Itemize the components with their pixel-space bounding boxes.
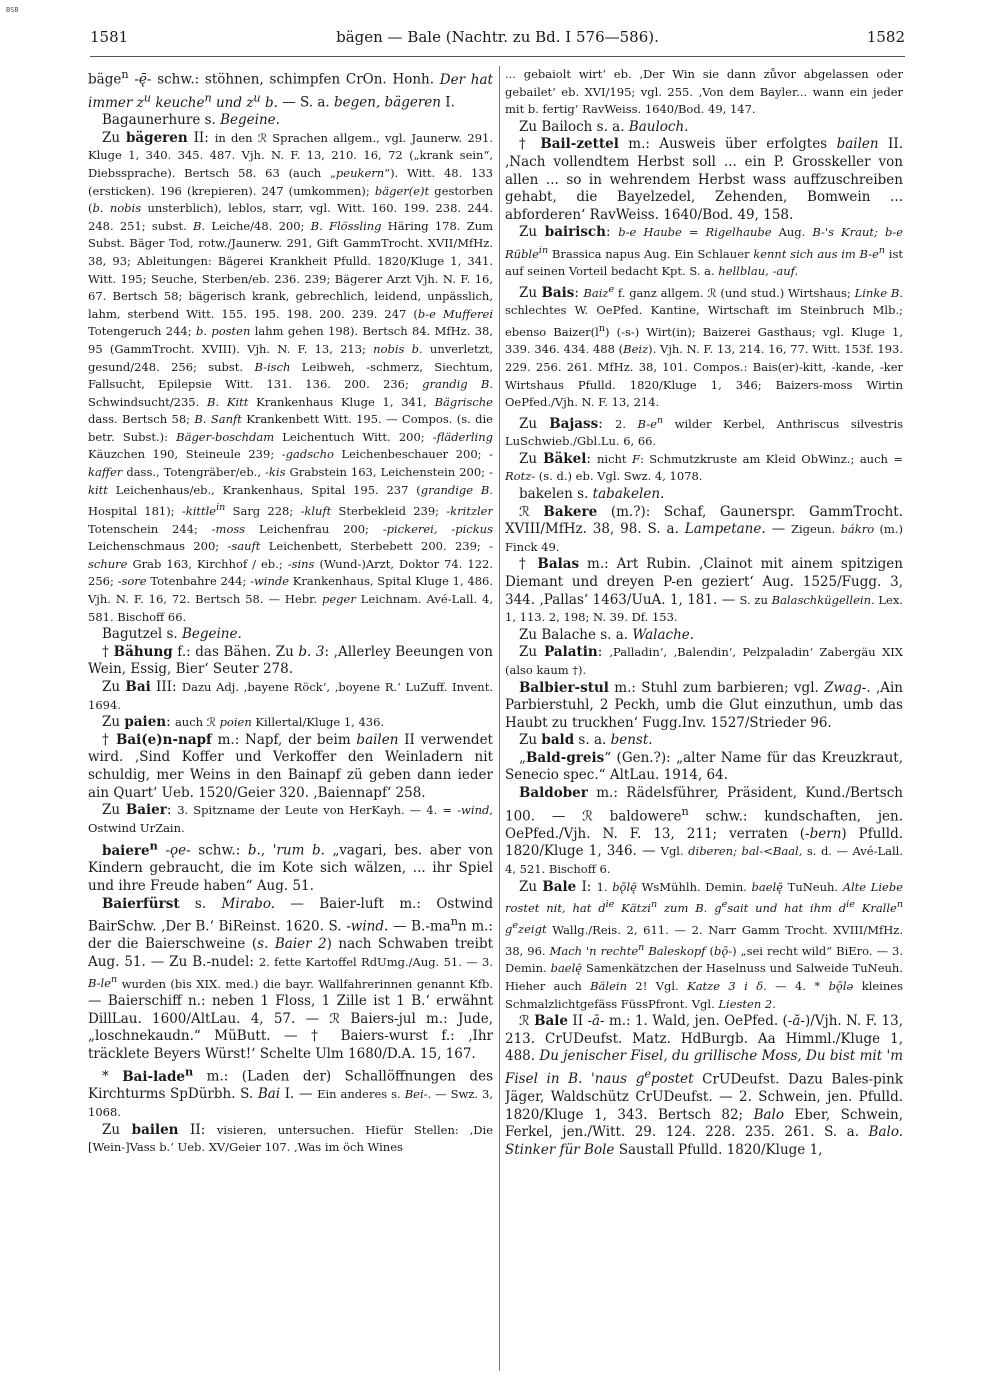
dictionary-entry: Zu bairisch: b-e Haube = Rigelhaube Aug. B-'s Kraut; b-e Rüble$^{in}$ Brassica napus Aug. Ein Schlauer kennt sich aus im $B-e^n$ ist auf seinen Vorteil bedacht Kpt. S. a. hellblau, -auf. <box>505 224 903 279</box>
dictionary-entry: „Bald-greis“ (Gen.?): „alter Name für das Kreuzkraut, Senecio spec.“ AltLau. 1914, 64. <box>505 749 903 784</box>
dictionary-entry: † Bail-zettel m.: Ausweis über erfolgtes bailen II. ‚Nach vollendtem Herbst soll ... ein P. Grosskeller von allen ... so in wehrendem Herbst wass auffzuschreiben gehabt, die Bayelzedel, Zehenden, Bomwein ... abforderen‘ RavWeiss. 1640/Bod. 49, 158. <box>505 136 903 223</box>
dictionary-entry: Zu paien: auch ℛ poien Killertal/Kluge 1, 436. <box>102 714 385 731</box>
dictionary-entry: Zu bald s. a. benst. <box>519 732 653 749</box>
dictionary-entry: ℛ Bakere (m.?): Schaf, Gaunerspr. GammTrocht. XVIII/MfHz. 38, 98. S. a. Lampetane. — Zigeun. bákro (m.) Finck 49. <box>505 503 903 554</box>
dictionary-entry: Zu Bais: Baiz$^e$ f. ganz allgem. ℛ (und stud.) Wirtshaus; Linke B. schlechtes W. OePfed. Kantine, Wirtschaft im Steinbruch Mlb.; ebenso $Baizer(l^n)$ (-s-) Wirt(in); Baizerei Gasthaus; vgl. Kluge 1, 339. 346. 434. 488 (Beiz). Vjh. N. F. 13, 214. 16, 77. Witt. 153f. 193. 229. 256. 261. MfHz. 38, 101. Compos.: Bais(er)-kitt, -kande, -ker Wirtshaus Pfulld. 1820/Kluge 1, 346; Baizers-moss Wirtin OePfed./Vjh. N. F. 13, 214. <box>505 283 903 410</box>
dictionary-entry: Zu Bäkel: nicht F: Schmutzkruste am Kleid ObWinz.; auch = Rotz- (s. d.) eb. Vgl. Swz. 4, 1078. <box>505 450 903 484</box>
dictionary-entry: Bagaunerhure s. Begeine. <box>102 112 280 129</box>
dictionary-entry: Bagutzel s. Begeine. <box>102 626 242 643</box>
header-rule <box>90 56 905 57</box>
dictionary-entry: Baierfürst s. Mirabo. — Baier-luft m.: Ostwind BairSchw. ‚Der B.‘ BiReinst. 1620. S. -wind. — $B.-ma^nn$ m.: der die Baierschweine (s. Baier 2) nach Schwaben treibt Aug. 51. — Zu B.-nudel: 2. fette Kartoffel RdUmg./Aug. 51. — 3. $B-le^n$ wurden (bis XIX. med.) die bayr. Wallfahrerinnen genannt Kfb. — Baierschiff n.: neben 1 Floss, 1 Zille ist 1 B.‘ erwähnt DillLau. 1600/AltLau. 4, 57. — ℛ Baiers-jul m.: Jude, „loschnekaudn.“ MüButt. — † Baiers-wurst f.: ‚Ihr träcklete Beyers Würst!‘ Schelte Ulm 1680/D.A. 15, 167. <box>88 895 493 1062</box>
dictionary-entry: † Bähung f.: das Bähen. Zu b. 3: ‚Allerley Beeungen von Wein, Essig, Bier‘ Seuter 278. <box>88 643 493 678</box>
dictionary-entry: † Bai(e)n-napf m.: Napf, der beim bailen II verwendet wird. ‚Sind Koffer und Verkoffer den Weinladern nit schuldig, mer Weins in den Bainapf zü geben dann ieder ain Quart‘ Ueb. 1520/Geier 320. ‚Baiennapf‘ 258. <box>88 731 493 801</box>
column-separator <box>499 66 500 1371</box>
dictionary-entry: ℛ Bale II -ā- m.: 1. Wald, jen. OePfed. (-ă-)/Vjh. N. F. 13, 213. CrUDeufst. Matz. HdBurgb. Aa Himml./Kluge 1, 488. Du jenischer Fisel, du grillische Moss, Du bist mit 'm Fisel in B. 'naus $g^epostet$ CrUDeufst. Dazu Bales-pink Jäger, Waldschütz CrUDeufst. — 2. Schwein, jen. Pfulld. 1820/Kluge 1, 343. Bertsch 82; Balo Eber, Schwein, Ferkel, jen./Witt. 29. 124. 228. 235. 261. S. a. Balo. Stinker für Bole Saustall Pfulld. 1820/Kluge 1, <box>505 1013 903 1158</box>
dictionary-entry: Zu Balache s. a. Walache. <box>519 626 695 643</box>
dictionary-entry: Zu Bale I: 1. bǭlę̄ WsMühlh. Demin. baelę̄ TuNeuh. Alte Liebe rostet nit, hat $d^{ie}$ Kätzi$^n$ zum B. $g^esait$ und hat ihm $d^{ie}$ Kralle$^n$ $g^ezeigt$ Wallg./Reis. 2, 611. — 2. Narr Gamm Trocht. XVIII/MfHz. 38, 96. Mach 'n rechte$^n$ Baleskopf (bǭ-) „sei recht wild“ BiEro. — 3. Demin. baelę̄ Samenkätzchen der Haselnuss und Salweide TuNeuh. Hieher auch Bälein 2! Vgl. Katze 3 i δ. — 4. * bǭlə kleines Schmalzlichtgefäss FüssPfront. Vgl. Liesten 2. <box>505 878 903 1011</box>
dictionary-entry: * Bai-lade$^n$ m.: (Laden der) Schallöffnungen des Kirchturms SpDürbh. S. Bai I. — Ein anderes s. Bei-. — Swz. 3, 1068. <box>88 1064 493 1119</box>
right-column <box>505 66 903 1371</box>
dictionary-entry: Zu Baier: 3. Spitzname der Leute von HerKayh. — 4. = -wind, Ostwind UrZain. <box>88 802 493 835</box>
dictionary-entry: Zu Palatin: ‚Palladin‘, ‚Balendin‘, Pelzpaladin‘ Zabergäu XIX (also kaum †). <box>505 644 903 677</box>
dictionary-entry: Zu Bajass: 2. $B-e^n$ wilder Kerbel, Anthriscus silvestris LuSchwieb./Gbl.Lu. 6, 66. <box>505 414 903 449</box>
page-number-right: 1582 <box>866 28 905 46</box>
dictionary-entry: baiere$^n$ -ǫe- schw.: b., 'rum b. „vagari, bes. aber von Kindern gebraucht, die im Kote sich wälzen, ... ihr Spiel und ihre Freude haben“ Aug. 51. <box>88 838 493 895</box>
dictionary-entry: Zu bägeren II: in den ℛ Sprachen allgem., vgl. Jaunerw. 291. Kluge 1, 340. 345. 487. Vjh. N. F. 13, 210. 16, 72 („krank sein“, Diebssprache). Bertsch 58. 63 (auch „peukern“). Witt. 48. 133 (ersticken). 196 (krepieren). 247 (umkommen); bäger(e)t gestorben (b. nobis unsterblich), leblos, starr, vgl. Witt. 160. 199. 238. 244. 248. 251; subst. B. Leiche/48. 200; B. Flössling Häring 178. Zum Subst. Bäger Tod, rotw./Jaunerw. 291, Gift GammTrocht. XVII/MfHz. 38, 93; Ableitungen: Bägerei Krankheit Pfulld. 1820/Kluge 1, 341. Witt. 195; Seuche, Sterben/eb. 236. 239; Bägerer Arzt Vjh. N. F. 16, 67. Bertsch 58; bägerisch krank, gebrechlich, leidend, unpässlich, lahm, sterbend Witt. 155. 195. 198. 200. 239. 247 (b-e Mufferei Totengeruch 244; b. posten lahm gehen 198). Bertsch 84. MfHz. 38, 95 (GammTrocht. XVIII). Vjh. N. F. 13, 213; nobis b. unverletzt, gesund/248. 256; subst. B-isch Leibweh, -schmerz, Siechtum, Fallsucht, Epilepsie Witt. 131. 136. 200. 236; grandig B. Schwindsucht/235. B. Kitt Krankenhaus Kluge 1, 341, Bägrische dass. Bertsch 58; B. Sanft Krankenbett Witt. 195. — Compos. (s. die betr. Subst.): Bäger-boschdam Leichentuch Witt. 200; -fläderling Käuzchen 190, Steineule 239; -gadscho Leichenbeschauer 200; -kaffer dass., Totengräber/eb., -kis Grabstein 163, Leichenstein 200; -kitt Leichenhaus/eb., Krankenhaus, Spital 195. 237 (grandige B. Hospital 181); -kittle$^{in}$ Sarg 228; -kluft Sterbekleid 239; -kritzler Totenschein 244; -moss Leichenfrau 200; -pickerei, -pickus Leichenschmaus 200; -sauft Leichenbett, Sterbebett 200. 239; -schure Grab 163, Kirchhof / eb.; -sins (Wund-)Arzt, Doktor 74. 122. 256; -sore Totenbahre 244; -winde Krankenhaus, Spital Kluge 1, 486. Vjh. N. F. 16, 72. Bertsch 58. — Hebr. peger Leichnam. Avé-Lall. 4, 581. Bischoff 66. <box>88 129 493 624</box>
page-number-left: 1581 <box>90 28 129 46</box>
dictionary-entry: Baldober m.: Rädelsführer, Präsident, Kund./Bertsch 100. — ℛ baldowere$^n$ schw.: kundschaften, jen. OePfed./Vjh. N. F. 13, 211; verraten (-bern) Pfulld. 1820/Kluge 1, 346. — Vgl. diberen; bal-<Baal, s. d. — Avé-Lall. 4, 521. Bischoff 6. <box>505 785 903 876</box>
dictionary-entry: Balbier-stul m.: Stuhl zum barbieren; vgl. Zwag-. ‚Ain Parbierstuhl, 2 Peckh, umb die Glut einzuthun, umb das Haubt zu truckhen‘ Fugg.Inv. 1527/Strieder 96. <box>505 679 903 731</box>
dictionary-entry: bakelen s. tabakelen. <box>519 485 665 502</box>
dictionary-entry: Zu Bai III: Dazu Adj. ‚bayene Röck‘, ‚boyene R.‘ LuZuff. Invent. 1694. <box>88 679 493 712</box>
left-column <box>88 66 493 1371</box>
dictionary-entry: Zu bailen II: visieren, untersuchen. Hiefür Stellen: ‚Die [Wein-]Vass b.‘ Ueb. XV/Geier 107. ‚Was im öch Wines <box>88 1121 493 1155</box>
page-header <box>90 28 905 52</box>
dictionary-entry: Zu Bailoch s. a. Bauloch. <box>519 118 689 135</box>
dictionary-entry: † Balas m.: Art Rubin. ‚Clainot mit ainem spitzigen Diemant und dreyen P-en geziert‘ Aug. 1525/Fugg. 3, 344. ‚Pallas‘ 1463/UuA. 1, 181. — S. zu Balaschkügellein. Lex. 1, 113. 2, 198; N. 39. Df. 153. <box>505 556 903 625</box>
running-title: bägen — Bale (Nachtr. zu Bd. I 576—586). <box>336 28 659 46</box>
library-stamp: BSB <box>6 6 19 14</box>
dictionary-entry: ... gebaiolt wirt‘ eb. ‚Der Win sie dann zůvor abgelassen oder gebailet‘ eb. XVI/195; vgl. 255. ‚Von dem Bayler... wann ein jeder mit b. fertig‘ RavWeiss. 1640/Bod. 49, 147. <box>505 67 903 117</box>
dictionary-entry: bäge$^n$ -ę̄- schw.: stöhnen, schimpfen CrOn. Honh. Der hat immer $z^u$ keuche$^n$ und $z^u$ b. — S. a. begen, bägeren I. <box>88 68 493 111</box>
